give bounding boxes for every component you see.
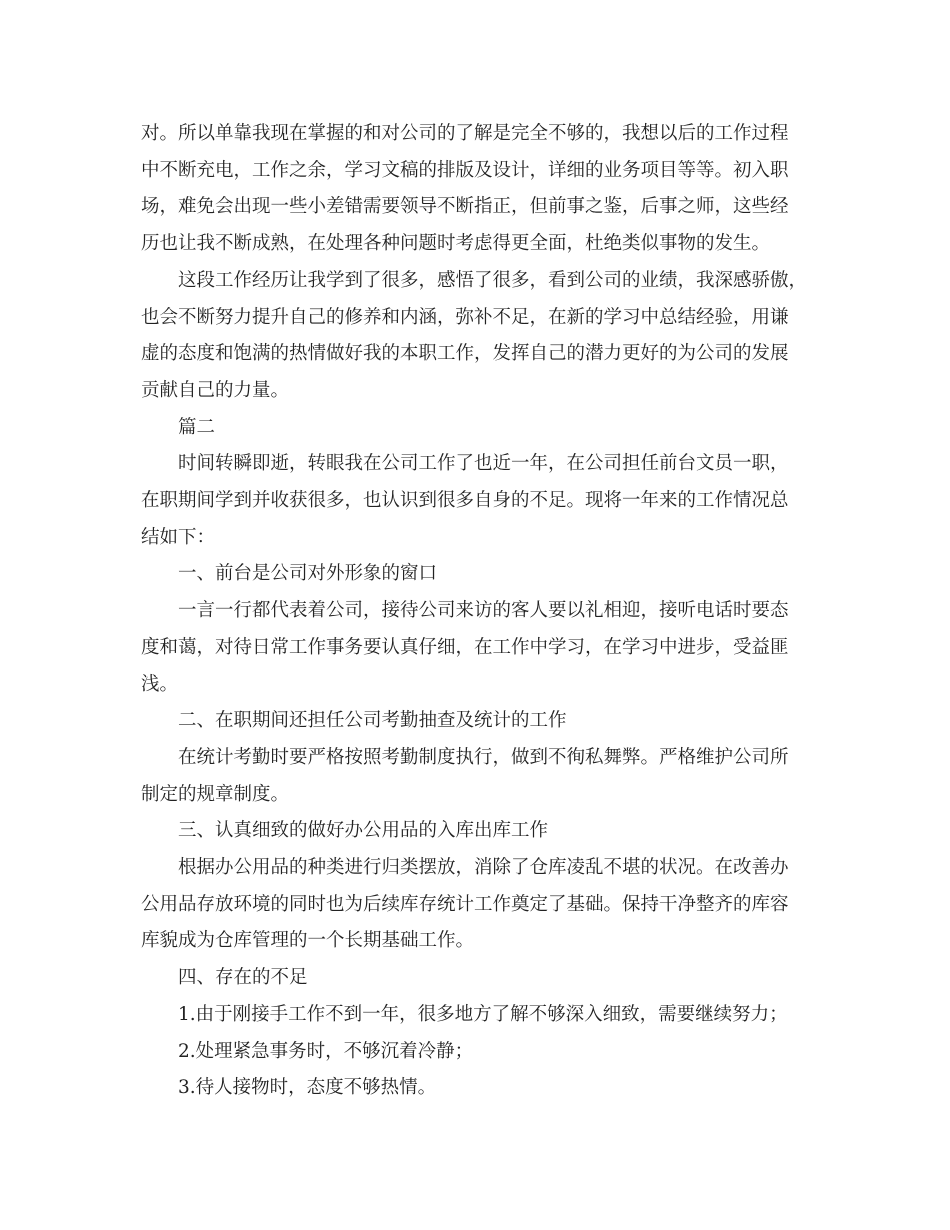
text-line: 一、前台是公司对外形象的窗口 [178,563,438,585]
text-line: 公用品存放环境的同时也为后续库存统计工作奠定了基础。保持干净整齐的库容 [141,893,789,915]
paragraph-intro [141,446,809,556]
list-item-shortcoming-3 [141,1070,809,1107]
paragraph-attendance [141,740,809,813]
text-line: 制定的规章制度。 [141,783,290,805]
text-line: 3.待人接物时，态度不够热情。 [178,1077,437,1099]
text-line: 1.由于刚接手工作不到一年，很多地方了解不够深入细致，需要继续努力； [178,1003,788,1025]
text-line: 根据办公用品的种类进行归类摆放，消除了仓库凌乱不堪的状况。在改善办 [178,857,789,879]
text-line: 时间转瞬即逝，转眼我在公司工作了也近一年，在公司担任前台文员一职， [178,453,789,475]
text-line: 这段工作经历让我学到了很多，感悟了很多，看到公司的业绩，我深感骄傲， [178,269,808,291]
text-line: 也会不断努力提升自己的修养和内涵，弥补不足，在新的学习中总结经验，用谦 [141,306,789,328]
paragraph-office-supplies [141,850,809,960]
text-line: 中不断充电，工作之余，学习文稿的排版及设计，详细的业务项目等等。初入职 [141,159,789,181]
heading-office-supplies [141,813,809,850]
list-item-shortcoming-2 [141,1034,809,1071]
text-line: 三、认真细致的做好办公用品的入库出库工作 [178,820,549,842]
text-line: 篇二 [178,416,216,438]
paragraph-front-desk [141,593,809,703]
list-item-shortcoming-1 [141,997,809,1034]
text-line: 在统计考勤时要严格按照考勤制度执行，做到不徇私舞弊。严格维护公司所 [178,746,789,768]
heading-shortcomings [141,960,809,997]
text-line: 对。所以单靠我现在掌握的和对公司的了解是完全不够的，我想以后的工作过程 [141,123,789,144]
text-line: 贡献自己的力量。 [141,379,290,401]
text-line: 二、在职期间还担任公司考勤抽查及统计的工作 [178,710,567,732]
text-line: 浅。 [141,673,179,695]
heading-attendance [141,703,809,740]
heading-front-desk [141,556,809,593]
section-heading-part-two [141,410,809,447]
text-line: 结如下： [141,526,216,548]
text-line: 一言一行都代表着公司，接待公司来访的客人要以礼相迎，接听电话时要态 [178,600,789,622]
text-line: 库貌成为仓库管理的一个长期基础工作。 [141,930,475,952]
text-line: 场，难免会出现一些小差错需要领导不断指正，但前事之鉴，后事之师，这些经 [141,196,789,218]
document-body [141,116,809,1107]
paragraph-continuation [141,116,809,263]
text-line: 2.处理紧急事务时，不够沉着冷静； [178,1040,474,1062]
text-line: 历也让我不断成熟，在处理各种问题时考虑得更全面，杜绝类似事物的发生。 [141,233,771,255]
text-line: 度和蔼，对待日常工作事务要认真仔细，在工作中学习，在学习中进步，受益匪 [141,636,789,658]
paragraph-experience [141,263,809,410]
text-line: 虚的态度和饱满的热情做好我的本职工作，发挥自己的潜力更好的为公司的发展 [141,343,789,365]
text-line: 在职期间学到并收获很多，也认识到很多自身的不足。现将一年来的工作情况总 [141,490,789,512]
text-line: 四、存在的不足 [178,967,308,989]
